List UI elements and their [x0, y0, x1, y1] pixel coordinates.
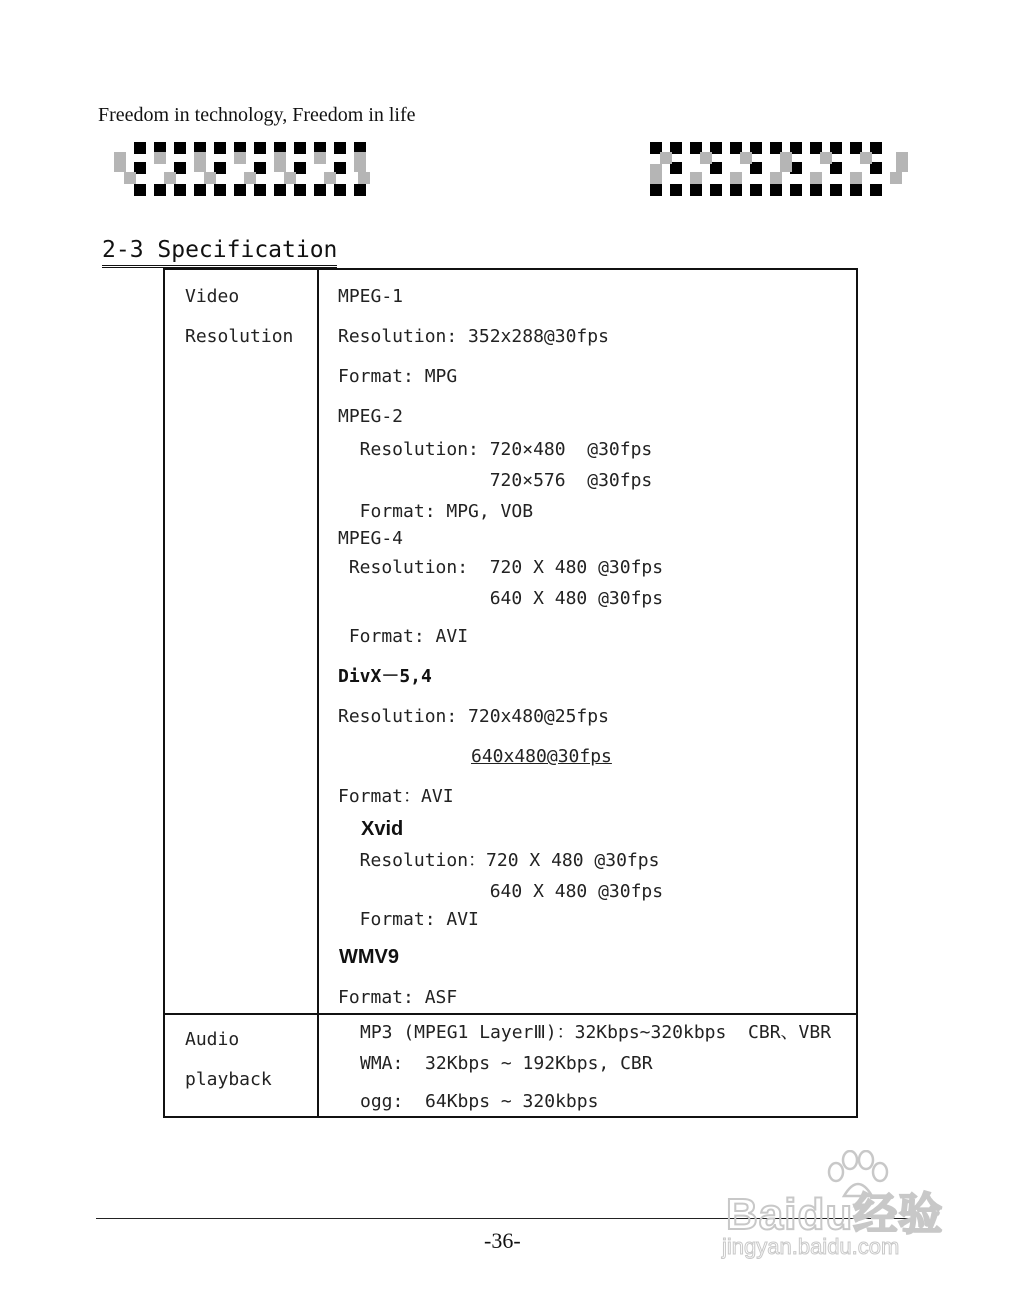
audio-line: WMA: 32Kbps ~ 192Kbps, CBR	[360, 1053, 653, 1074]
video-line: Format: AVI	[338, 909, 479, 930]
watermark-brand: Baidu经验	[726, 1190, 944, 1239]
video-line: 640x480@30fps	[471, 746, 612, 767]
video-line: Format: ASF	[338, 987, 458, 1008]
video-line-xvid: Xvid	[361, 818, 404, 840]
audio-line: ogg: 64Kbps ~ 320kbps	[360, 1091, 599, 1112]
video-label-line2: Resolution	[185, 326, 294, 347]
section-title: 2-3 Specification	[102, 236, 337, 268]
video-line: Resolution：720 X 480 @30fps	[338, 850, 660, 871]
audio-label-line2: playback	[185, 1069, 272, 1090]
audio-label-line1: Audio	[185, 1029, 240, 1050]
table-row-divider	[165, 1013, 856, 1015]
checker-pattern-right	[648, 140, 910, 198]
video-line-divx: DivX－5,4	[338, 666, 432, 687]
video-line: Format: AVI	[338, 626, 469, 647]
video-line: 640 X 480 @30fps	[338, 881, 664, 902]
video-line: Format: MPG	[338, 366, 458, 387]
video-line: Format: MPG, VOB	[338, 501, 534, 522]
watermark	[722, 1150, 972, 1270]
checker-pattern-left	[112, 140, 372, 198]
audio-line: MP3 (MPEG1 LayerⅢ)：32Kbps~320kbps CBR、VBR	[360, 1022, 832, 1043]
page-number: -36-	[484, 1228, 521, 1253]
video-line: 720×576 @30fps	[338, 470, 653, 491]
video-line: Resolution: 720x480@25fps	[338, 706, 609, 727]
video-line-wmv9: WMV9	[339, 946, 399, 968]
spec-table	[163, 268, 858, 1118]
video-line: Resolution: 720×480 @30fps	[338, 439, 653, 460]
video-line: 640 X 480 @30fps	[338, 588, 664, 609]
video-line: MPEG-4	[338, 528, 404, 549]
video-label-line1: Video	[185, 286, 240, 307]
video-line: Resolution: 352x288@30fps	[338, 326, 609, 347]
video-line: MPEG-2	[338, 406, 404, 427]
table-column-divider	[317, 270, 319, 1116]
header-tagline: Freedom in technology, Freedom in life	[98, 104, 416, 126]
video-line: Format：AVI	[338, 786, 454, 807]
video-line: Resolution: 720 X 480 @30fps	[338, 557, 664, 578]
watermark-url: jingyan.baidu.com	[722, 1234, 900, 1259]
video-line: MPEG-1	[338, 286, 404, 307]
